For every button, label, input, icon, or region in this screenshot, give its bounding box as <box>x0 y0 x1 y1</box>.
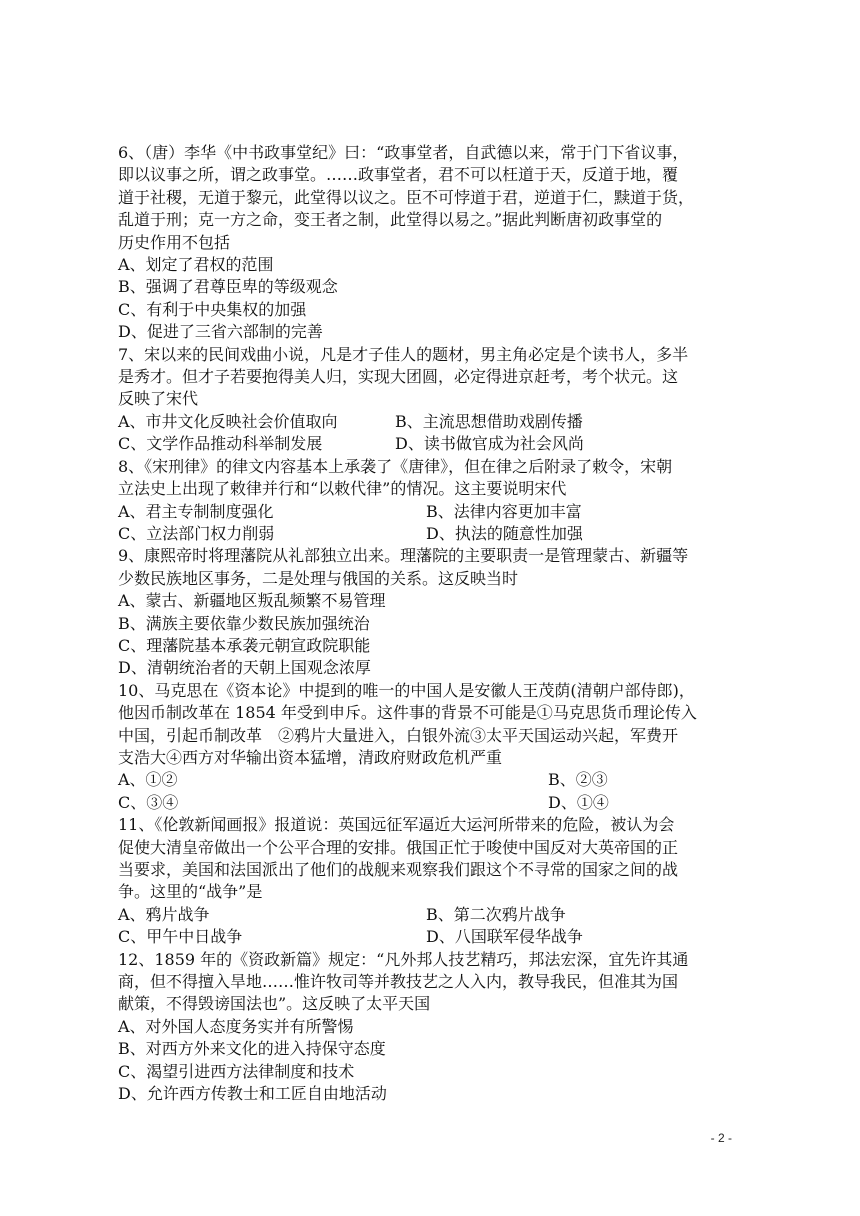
question-10-option-c: C、③④ <box>118 792 179 812</box>
question-11-option-d: D、八国联军侵华战争 <box>426 927 583 947</box>
question-10-options-row <box>118 769 730 791</box>
question-10-option-d: D、①④ <box>548 792 609 812</box>
question-7-option-b: B、主流思想借助戏剧传播 <box>395 411 583 431</box>
question-6 <box>118 142 730 344</box>
question-7-option-c: C、文学作品推动科举制发展 <box>118 434 323 454</box>
question-9 <box>118 545 730 679</box>
question-9-option-b: B、满族主要依靠少数民族加强统治 <box>118 613 370 633</box>
question-content <box>118 142 730 1105</box>
question-10 <box>118 680 730 814</box>
question-9-stem-line: 9、康熙帝时将理藩院从礼部独立出来。理藩院的主要职责一是管理蒙古、新疆等 <box>118 546 689 566</box>
question-12-option-d: D、允许西方传教士和工匠自由地活动 <box>118 1084 387 1104</box>
page-number: - 2 - <box>710 1131 732 1145</box>
question-7 <box>118 344 730 456</box>
question-8-stem-line: 8、《宋刑律》的律文内容基本上承袭了《唐律》，但在律之后附录了敕令，宋朝 <box>118 456 673 476</box>
question-11-options-row <box>118 926 730 948</box>
question-6-stem-line: 历史作用不包括 <box>118 232 231 252</box>
question-12-stem-line: 12、1859 年的《资政新篇》规定：“凡外邦人技艺精巧，邦法宏深，宜先许其通 <box>118 949 689 969</box>
question-7-options-row <box>118 411 730 433</box>
question-9-option-d: D、清朝统治者的天朝上国观念浓厚 <box>118 658 371 678</box>
question-8-option-a: A、君主专制制度强化 <box>118 501 274 521</box>
question-10-options-row <box>118 792 730 814</box>
question-8-stem-line: 立法史上出现了敕律并行和“以敕代律”的情况。这主要说明宋代 <box>118 479 567 499</box>
question-8-option-b: B、法律内容更加丰富 <box>426 501 582 521</box>
question-6-stem-line: 6、（唐）李华《中书政事堂纪》曰：“政事堂者，自武德以来，常于门下省议事， <box>118 143 689 162</box>
question-11 <box>118 814 730 948</box>
question-6-option-a: A、划定了君权的范围 <box>118 255 274 275</box>
question-10-stem-line: 中国，引起币制改革 ②鸦片大量进入，白银外流③太平天国运动兴起，军费开 <box>118 725 679 745</box>
question-6-stem-line: 即以议事之所，谓之政事堂。……政事堂者，君不可以枉道于天，反道于地，覆 <box>118 165 679 185</box>
question-7-option-a: A、市井文化反映社会价值取向 <box>118 411 338 431</box>
question-7-option-d: D、读书做官成为社会风尚 <box>395 434 584 454</box>
question-11-stem-line: 争。这里的“战争”是 <box>118 882 263 902</box>
question-8 <box>118 456 730 546</box>
question-12-option-c: C、渴望引进西方法律制度和技术 <box>118 1061 355 1081</box>
question-12 <box>118 949 730 1106</box>
question-11-options-row <box>118 904 730 926</box>
question-7-stem-line: 反映了宋代 <box>118 389 199 409</box>
question-11-option-c: C、甲午中日战争 <box>118 927 243 947</box>
question-8-option-d: D、执法的随意性加强 <box>426 523 583 543</box>
question-11-stem-line: 11、《伦敦新闻画报》报道说：英国远征军逼近大运河所带来的危险，被认为会 <box>118 815 675 835</box>
question-8-option-c: C、立法部门权力削弱 <box>118 523 275 543</box>
question-7-options-row <box>118 433 730 455</box>
question-6-stem-line: 道于社稷，无道于黎元，此堂得以议之。臣不可悖道于君，逆道于仁，黩道于货， <box>118 187 695 207</box>
question-10-stem-line: 10、马克思在《资本论》中提到的唯一的中国人是安徽人王茂荫(清朝户部侍郎)， <box>118 680 695 700</box>
question-6-option-d: D、促进了三省六部制的完善 <box>118 322 323 342</box>
question-9-option-c: C、理藩院基本承袭元朝宣政院职能 <box>118 635 371 655</box>
question-6-stem-line: 乱道于刑；克一方之命，变王者之制，此堂得以易之。”据此判断唐初政事堂的 <box>118 210 663 230</box>
question-12-option-a: A、对外国人态度务实并有所警惕 <box>118 1016 354 1036</box>
question-7-stem-line: 是秀才。但才子若要抱得美人归，实现大团圆，必定得进京赶考，考个状元。这 <box>118 367 679 387</box>
question-10-stem-line: 他因币制改革在 1854 年受到申斥。这件事的背景不可能是①马克思货币理论传入 <box>118 703 697 723</box>
question-11-option-a: A、鸦片战争 <box>118 904 210 924</box>
question-6-option-c: C、有利于中央集权的加强 <box>118 299 307 319</box>
question-11-stem-line: 当要求，美国和法国派出了他们的战舰来观察我们跟这个不寻常的国家之间的战 <box>118 860 679 879</box>
question-12-stem-line: 商，但不得擅入旱地……惟许牧司等并教技艺之人入内，教导我民，但准其为国 <box>118 972 679 992</box>
question-12-stem-line: 献策，不得毁谤国法也”。这反映了太平天国 <box>118 994 431 1014</box>
question-10-option-b: B、②③ <box>548 770 608 790</box>
question-10-option-a: A、①② <box>118 770 178 790</box>
question-11-option-b: B、第二次鸦片战争 <box>426 904 566 924</box>
question-9-stem-line: 少数民族地区事务，二是处理与俄国的关系。这反映当时 <box>118 568 519 588</box>
question-8-options-row <box>118 523 730 545</box>
question-7-stem-line: 7、宋以来的民间戏曲小说，凡是才子佳人的题材，男主角必定是个读书人，多半 <box>118 344 689 364</box>
question-6-option-b: B、强调了君尊臣卑的等级观念 <box>118 277 338 297</box>
question-12-option-b: B、对西方外来文化的进入持保守态度 <box>118 1039 386 1059</box>
question-11-stem-line: 促使大清皇帝做出一个公平合理的安排。俄国正忙于唆使中国反对大英帝国的正 <box>118 837 679 857</box>
question-8-options-row <box>118 501 730 523</box>
question-9-option-a: A、蒙古、新疆地区叛乱频繁不易管理 <box>118 591 386 611</box>
question-10-stem-line: 支浩大④西方对华输出资本猛增，清政府财政危机严重 <box>118 747 503 767</box>
